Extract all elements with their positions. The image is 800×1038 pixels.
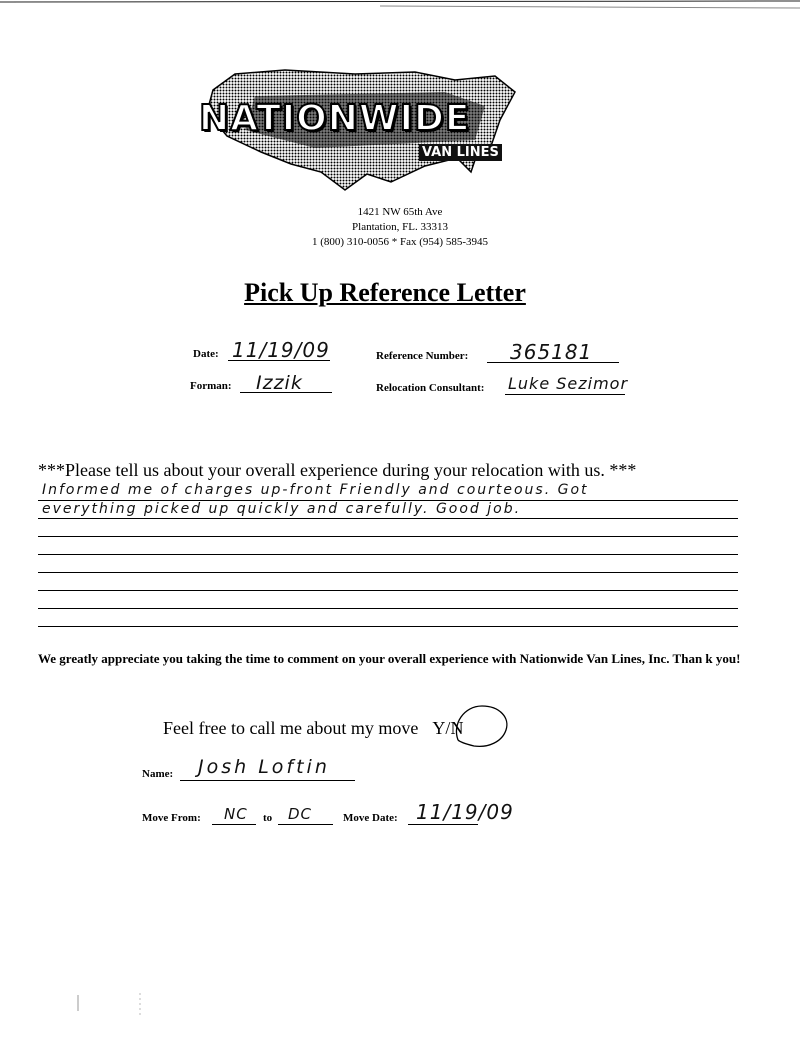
relocation-consultant-line [505, 394, 625, 395]
company-logo [195, 62, 545, 192]
reference-number-label: Reference Number: [376, 350, 469, 362]
yes-circled-mark [448, 700, 518, 752]
comment-text-2: everything picked up quickly and carefully. Good job. [42, 501, 522, 517]
relocation-consultant-value: Luke Sezimor [508, 374, 629, 393]
date-value: 11/19/09 [232, 338, 330, 362]
callback-statement [163, 718, 463, 739]
name-label: Name: [142, 768, 174, 780]
move-date-label: Move Date: [343, 812, 398, 824]
scan-edge [0, 0, 800, 12]
reference-number-value: 365181 [510, 340, 593, 364]
address-phones: 1 (800) 310-0056 * Fax (954) 585-3945 [312, 236, 488, 248]
forman-value: Izzik [256, 372, 303, 394]
move-to-value: DC [288, 805, 313, 823]
comment-line [38, 554, 738, 555]
move-to-line [278, 824, 333, 825]
relocation-consultant-label: Relocation Consultant: [376, 382, 485, 394]
move-from-value: NC [224, 805, 248, 823]
experience-prompt: ***Please tell us about your overall experience during your relocation with us. *** [38, 460, 637, 480]
comment-line [38, 536, 738, 537]
comment-line [38, 626, 738, 627]
comment-line [38, 518, 738, 519]
address-city: Plantation, FL. 33313 [352, 221, 448, 233]
move-date-value: 11/19/09 [416, 800, 514, 824]
callback-no-option: N [450, 718, 464, 738]
page-title: Pick Up Reference Letter [244, 278, 526, 307]
move-date-line [408, 824, 478, 825]
comment-text-1: Informed me of charges up-front Friendly and courteous. Got [42, 482, 589, 498]
name-line [180, 780, 355, 781]
address-street: 1421 NW 65th Ave [357, 206, 443, 218]
logo-tagline: VAN LINES [419, 144, 502, 161]
comment-line [38, 572, 738, 573]
callback-text: Feel free to call me about my move [163, 718, 419, 738]
move-to-label: to [263, 812, 273, 824]
name-value: Josh Loftin [198, 756, 330, 778]
scan-specks [60, 985, 160, 1025]
callback-slash: / [445, 718, 451, 738]
move-from-label: Move From: [142, 812, 201, 824]
logo-wordmark: NATIONWIDE [199, 98, 471, 139]
appreciation-note: We greatly appreciate you taking the time to comment on your overall experience with Nationwide Van Lines, Inc. Than k you! [38, 651, 741, 666]
move-from-line [212, 824, 256, 825]
date-label: Date: [193, 348, 219, 360]
callback-yes-option: Y [432, 718, 446, 738]
comment-line [38, 608, 738, 609]
forman-label: Forman: [190, 380, 232, 392]
comment-line [38, 590, 738, 591]
